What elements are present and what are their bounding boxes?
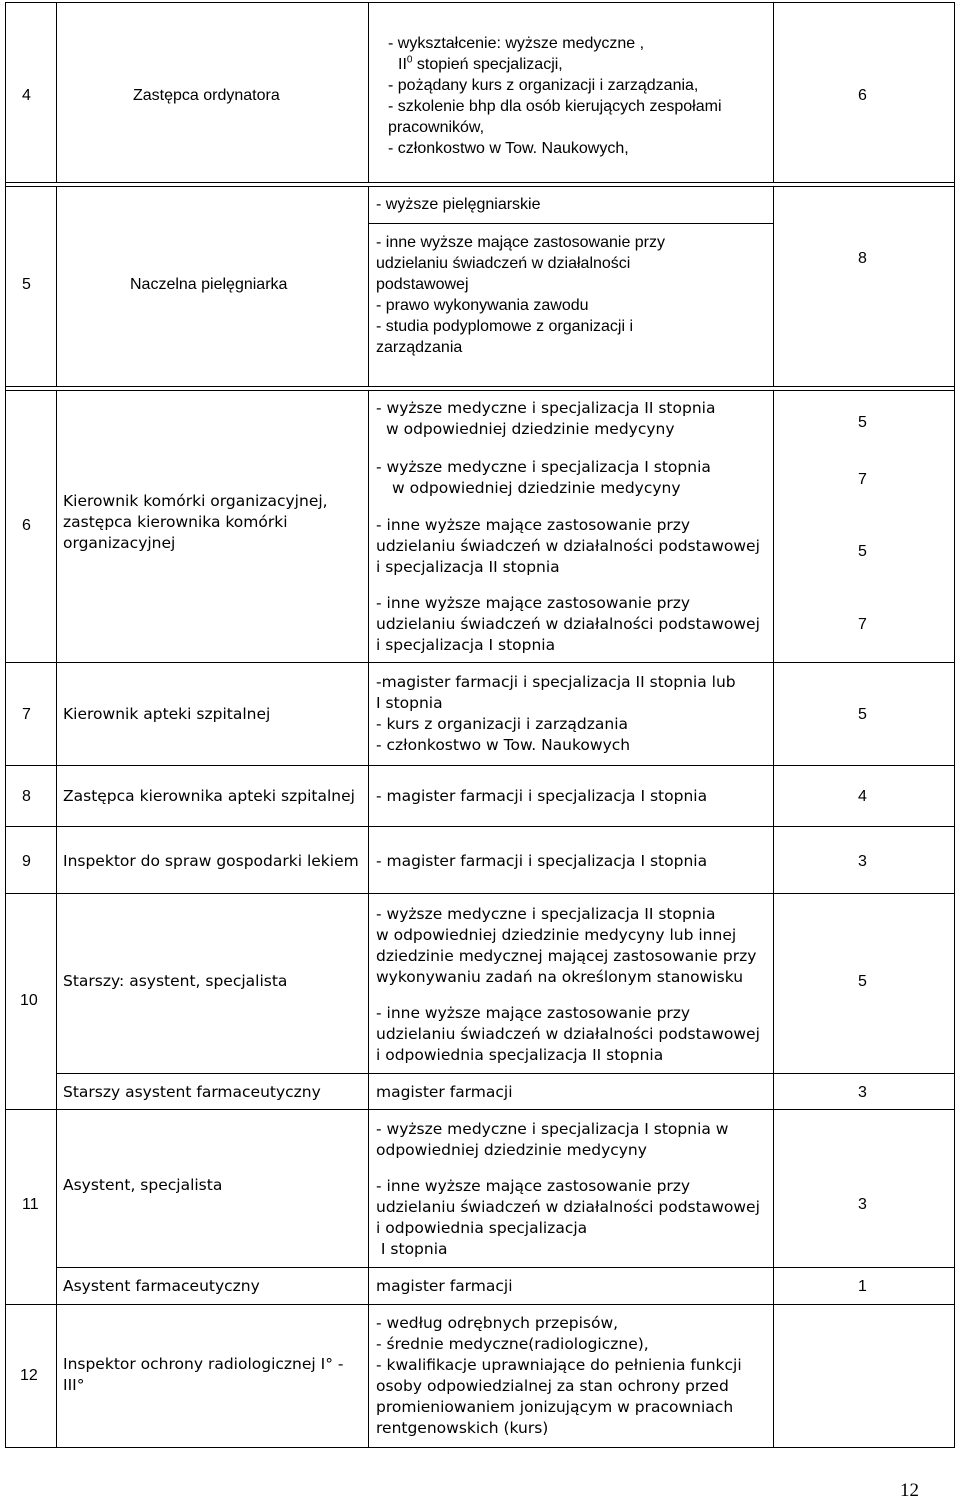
- row-number: 12: [20, 1367, 38, 1384]
- requirements: - magister farmacji i specjalizacja I stopnia: [376, 787, 708, 805]
- position-count: 3: [858, 1196, 867, 1213]
- row-number: 8: [22, 788, 31, 805]
- requirements: - magister farmacji i specjalizacja I stopnia: [376, 852, 708, 870]
- position-count: 5: [858, 414, 867, 431]
- sub-position-count: 3: [858, 1084, 867, 1101]
- sub-requirements: magister farmacji: [376, 1083, 513, 1101]
- position-name: Naczelna pielęgniarka: [130, 276, 288, 293]
- position-count: 6: [858, 87, 867, 104]
- position-count: 3: [858, 853, 867, 870]
- position-name: Starszy: asystent, specjalista: [63, 972, 288, 990]
- row-number: 5: [22, 276, 31, 293]
- position-count: 7: [858, 471, 867, 488]
- row-number: 10: [20, 992, 38, 1009]
- position-count: 5: [858, 706, 867, 723]
- position-name: Zastępca kierownika apteki szpitalnej: [63, 787, 355, 805]
- position-name: Inspektor do spraw gospodarki lekiem: [63, 852, 359, 870]
- position-name: Zastępca ordynatora: [133, 87, 280, 104]
- document-page: 4 Zastępca ordynatora - wykształcenie: wyższe medyczne , $II^0$ stopień specjalizacji, - pożądany kurs z organizacji i zarządzania, - szkolenie bhp dla osób kierujących zespołami pracowników, - członkostwo w Tow. Naukowych, 6 5 Naczelna pielęgniarka - wyższe pielęgniarskie - inne wyższe mające zastosowanie przy udzielaniu świadczeń w działalności podstawowej - prawo wykonywania zawodu - studia podyplomowe z organizacji i zarządzania 8 6 Kierownik komórki organizacyjnej, zastępca kierownika komórki organizacyjnej - wyższe medyczne i specjalizacja II stopnia w odpowiedniej dziedzinie medycyny - wyższe medyczne i specjalizacja I stopnia w odpowiedniej dziedzinie medycyny - inne wyższe mające zastosowanie przy udzielaniu świadczeń w działalności podstawowej i specjalizacja II stopnia - inne wyższe mające zastosowanie przy udzielaniu świadczeń w działalności podstawowej i specjalizacja I stopnia 5 7 5 7 7 Kierownik apteki szpitalnej -magister farmacji i specjalizacja II stopnia lub I stopnia - kurs z organizacji i zarządzania - członkostwo w Tow. Naukowych 5 8 Zastępca kierownika apteki szpitalnej - magister farmacji i specjalizacja I stopnia 4 9 Inspektor do spraw gospodarki lekiem - magister farmacji i specjalizacja I stopnia 3 10 Starszy: asystent, specjalista - wyższe medyczne i specjalizacja II stopnia w odpowiedniej dziedzinie medycyny lub innej dziedzinie medycznej mającej zastosowanie przy wykonywaniu zadań na określonym stanowisku - inne wyższe mające zastosowanie przy udzielaniu świadczeń w działalności podstawowej i odpowiednia specjalizacja II stopnia 5 Starszy asystent farmaceutyczny magister farmacji 3 11 Asystent, specjalista - wyższe medyczne i specjalizacja I stopnia w odpowiedniej dziedzinie medycyny - inne wyższe mające zastosowanie przy udzielaniu świadczeń w działalności podstawowej i odpowiednia specjalizacja I stopnia 3 Asystent farmaceutyczny magister farmacji 1 12 Inspektor ochrony radiologicznej I° - III° - według odrębnych przepisów, - średnie medyczne(radiologiczne), - kwalifikacje uprawniające do pełnienia funkcji osoby odpowiedzialnej za stan ochrony przed promieniowaniem jonizującym w pracowniach rentgenowskich (kurs) 12: [0, 0, 960, 1501]
- row-number: 11: [22, 1196, 39, 1213]
- position-count: 8: [858, 250, 867, 267]
- position-name: Kierownik apteki szpitalnej: [63, 705, 271, 723]
- position-name: Asystent, specjalista: [63, 1176, 223, 1194]
- position-count: 5: [858, 543, 867, 560]
- sub-position-count: 1: [858, 1278, 867, 1295]
- row-number: 7: [22, 706, 31, 723]
- sub-requirements: magister farmacji: [376, 1277, 513, 1295]
- sub-position-name: Asystent farmaceutyczny: [63, 1277, 260, 1295]
- row-number: 9: [22, 853, 31, 870]
- row-number: 4: [22, 87, 31, 104]
- page-number: 12: [900, 1480, 919, 1501]
- sub-position-name: Starszy asystent farmaceutyczny: [63, 1083, 321, 1101]
- position-count: 7: [858, 616, 867, 633]
- row-number: 6: [22, 517, 31, 534]
- position-count: 4: [858, 788, 867, 805]
- position-count: 5: [858, 973, 867, 990]
